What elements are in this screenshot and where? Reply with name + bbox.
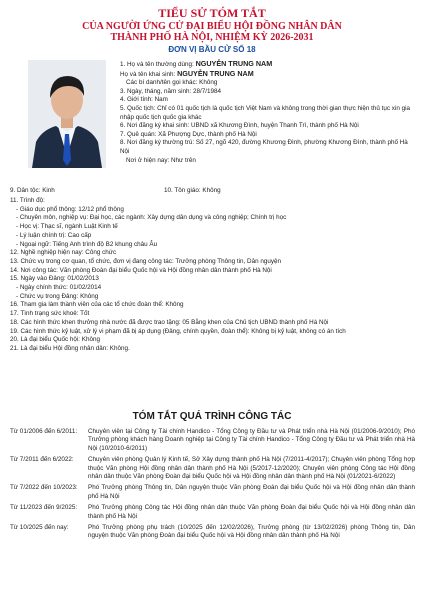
list-item: - Ngày chính thức: 01/02/2014 — [16, 284, 102, 292]
list-item: 14. Nơi công tác: Văn phòng Đoàn đại biểu Quốc hội và Hội đồng nhân dân thành phố Hà Nội — [10, 266, 272, 274]
list-item: - Lý luận chính trị: Cao cấp — [16, 231, 92, 239]
field-gender: 4. Giới tính: Nam — [120, 96, 168, 104]
list-item: 20. Là đại biểu Quốc hội: Không — [10, 336, 100, 344]
field-nationality: 5. Quốc tịch: Chỉ có 01 quốc tịch là quốc tịch Việt Nam và không trong thời gian thực hiện thủ tục xin gia nhập quốc tịch quốc gia khác — [120, 104, 411, 121]
field-birth-name: Họ và tên khai sinh: NGUYỄN TRUNG NAM — [120, 68, 254, 78]
portrait-image — [28, 60, 106, 168]
field-ethnicity: 9. Dân tộc: Kinh — [10, 187, 55, 194]
document-title: TIỂU SỬ TÓM TẮT — [158, 6, 266, 20]
details-list — [10, 197, 415, 354]
field-residence: 8. Nơi đăng ký thường trú: Số 27, ngõ 420, đường Khương Đình, phường Khương Đình, thành phố Hà Nội — [120, 139, 408, 155]
table-row — [10, 484, 415, 501]
field-current-address: Nơi ở hiện nay: Như trên — [126, 156, 196, 164]
list-item: 18. Các hình thức khen thưởng nhà nước đã được trao tặng: 05 Bằng khen của Chủ tịch UBND thành phố Hà Nội — [10, 318, 329, 326]
period-cell: Từ 7/2022 đến 10/2023: — [10, 484, 78, 492]
work-history-table — [10, 428, 415, 544]
field-aliases: Các bí danh/tên gọi khác: Không — [126, 79, 218, 87]
list-item: 15. Ngày vào Đảng: 01/02/2013 — [10, 275, 99, 283]
field-religion: 10. Tôn giáo: Không — [164, 187, 221, 194]
list-item: - Giáo dục phổ thông: 12/12 phổ thông — [16, 205, 124, 213]
period-cell: Từ 7/2011 đến 6/2022: — [10, 456, 74, 464]
personal-info — [120, 60, 415, 165]
document-subtitle: CỦA NGƯỜI ỨNG CỬ ĐẠI BIỂU HỘI ĐỒNG NHÂN DÂN — [82, 21, 342, 32]
description-cell: Phó Trưởng phòng Thông tin, Dân nguyện thuộc Văn phòng Đoàn đại biểu Quốc hội và Hội đồng nhân dân thành phố Hà Nội — [88, 484, 415, 500]
ethnicity-religion-row — [10, 187, 415, 196]
field-birth-registration: 6. Nơi đăng ký khai sinh: UBND xã Khương Đình, huyện Thanh Trì, thành phố Hà Nội — [120, 122, 359, 130]
list-item: - Học vị: Thạc sĩ, ngành Luật Kinh tế — [16, 223, 118, 231]
period-cell: Từ 11/2023 đến 9/2025: — [10, 504, 78, 512]
list-item: - Chuyên môn, nghiệp vụ: Đại học, các ngành: Xây dựng dân dụng và công nghiệp; Chính trị học — [16, 214, 287, 222]
table-row — [10, 524, 415, 541]
list-item: 21. Là đại biểu Hội đồng nhân dân: Không. — [10, 344, 130, 352]
description-cell: Phó Trưởng phòng Công tác Hội đồng nhân dân thuộc Văn phòng Đoàn đại biểu Quốc hội và Hội đồng nhân dân thành phố Hà Nội — [88, 504, 415, 520]
description-cell: Chuyên viên phòng Quản lý Kinh tế, Sở Xây dựng thành phố Hà Nội (7/2011-4/2017); Chuyên viên phòng Tổng hợp thuộc Văn phòng Hội đồng nhân dân thành phố Hà Nội (5/2017-12/2020); Chuyên viên phòng Công tác Hội đồng nhân dân thuộc Văn phòng Đoàn đại biểu Quốc hội và Hội đồng nhân dân thành phố Hà Nội (01/2021-6/2022) — [88, 456, 415, 481]
list-item: - Chức vụ trong Đảng: Không — [16, 292, 99, 300]
field-hometown: 7. Quê quán: Xã Phượng Dực, thành phố Hà Nội — [120, 130, 257, 138]
field-common-name: 1. Họ và tên thường dùng: NGUYỄN TRUNG NAM — [120, 59, 273, 68]
list-item: 11. Trình độ: — [10, 197, 45, 204]
document-term: THÀNH PHỐ HÀ NỘI, NHIỆM KỲ 2026-2031 — [110, 32, 314, 43]
list-item: 16. Tham gia làm thành viên của các tổ chức đoàn thể: Không — [10, 301, 184, 309]
list-item: 12. Nghề nghiệp hiện nay: Công chức — [10, 249, 117, 257]
electoral-unit: ĐƠN VỊ BẦU CỬ SỐ 18 — [168, 45, 256, 54]
list-item: 17. Tình trạng sức khoẻ: Tốt — [10, 310, 90, 318]
table-row — [10, 428, 415, 453]
description-cell: Chuyên viên tại Công ty Tài chính Handico - Tổng Công ty Đầu tư và Phát triển nhà Hà Nội (01/2006-9/2010); Phó Trưởng phòng khách hàng Doanh nghiệp tại Công ty Tài chính Handico - Tổng Công ty Đầu tư và Phát triển nhà Hà Nội (10/2010-6/2011) — [88, 428, 415, 452]
list-item: 19. Các hình thức kỷ luật, xử lý vi phạm đã bị áp dụng (Đảng, chính quyền, đoàn thể): Không bị kỷ luật, không có án tích — [10, 327, 346, 335]
work-history-heading: TÓM TẮT QUÁ TRÌNH CÔNG TÁC — [132, 411, 292, 422]
table-row — [10, 456, 415, 481]
description-cell: Phó Trưởng phòng phụ trách (10/2025 đến 12/02/2026), Trưởng phòng (từ 13/02/2026) phòng Thông tin, Dân nguyện thuộc Văn phòng Đoàn đại biểu Quốc hội và Hội đồng nhân dân thành phố Hà Nội — [88, 524, 415, 540]
field-dob: 3. Ngày, tháng, năm sinh: 28/7/1984 — [120, 87, 222, 95]
list-item: 13. Chức vụ trong cơ quan, tổ chức, đơn vị đang công tác: Trưởng phòng Thông tin, Dân nguyện — [10, 257, 282, 265]
period-cell: Từ 01/2006 đến 6/2011: — [10, 428, 78, 435]
period-cell: Từ 10/2025 đến nay: — [10, 524, 69, 532]
table-row — [10, 504, 415, 521]
list-item: - Ngoại ngữ: Tiếng Anh trình độ B2 khung châu Âu — [16, 240, 158, 248]
candidate-photo — [28, 60, 106, 168]
